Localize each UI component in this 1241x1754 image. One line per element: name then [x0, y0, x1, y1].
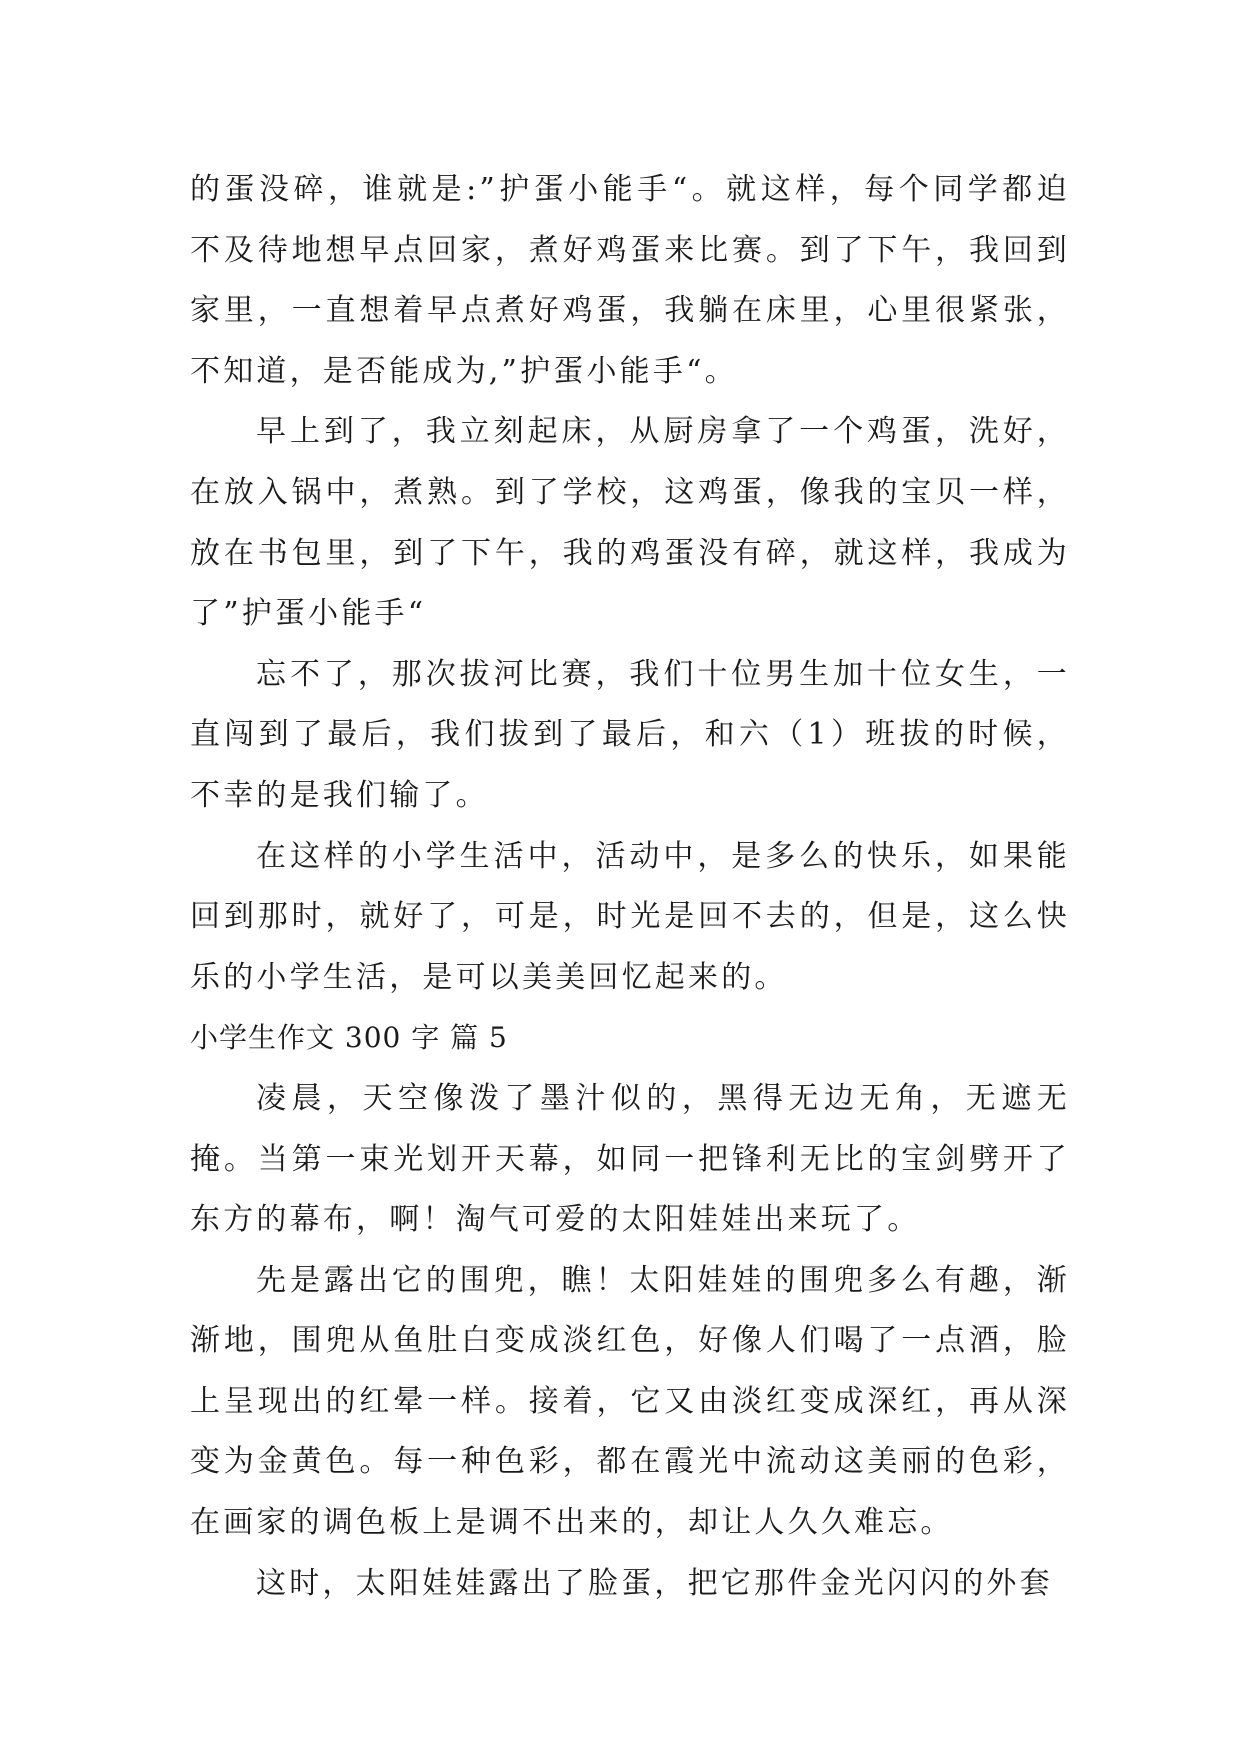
section-paragraph-3: 这时，太阳娃娃露出了脸蛋，把它那件金光闪闪的外套	[256, 1565, 1053, 1601]
paragraph-3: 忘不了，那次拔河比赛，我们十位男生加十位女生，一直闯到了最后，我们拔到了最后，和六（1）班拔的时候，不幸的是我们输了。	[190, 656, 1070, 813]
section-paragraph-2: 先是露出它的围兜，瞧！太阳娃娃的围兜多么有趣，渐渐地，围兜从鱼肚白变成淡红色，好像人们喝了一点酒，脸上呈现出的红晕一样。接着，它又由淡红变成深红，再从深变为金黄色。每一种色彩，都在霞光中流动这美丽的色彩，在画家的调色板上是调不出来的，却让人久久难忘。	[190, 1262, 1070, 1541]
paragraph-2: 早上到了，我立刻起床，从厨房拿了一个鸡蛋，洗好，在放入锅中，煮熟。到了学校，这鸡蛋，像我的宝贝一样，放在书包里，到了下午，我的鸡蛋没有碎，就这样，我成为了”护蛋小能手“	[190, 414, 1070, 632]
paragraph-1: 的蛋没碎，谁就是:”护蛋小能手“。就这样，每个同学都迫不及待地想早点回家，煮好鸡蛋来比赛。到了下午，我回到家里，一直想着早点煮好鸡蛋，我躺在床里，心里很紧张，不知道，是否能成为,”护蛋小能手“。	[190, 172, 1070, 389]
document-body	[190, 160, 1070, 1614]
section-paragraph-1: 凌晨，天空像泼了墨汁似的，黑得无边无角，无遮无掩。当第一束光划开天幕，如同一把锋利无比的宝剑劈开了东方的幕布，啊！淘气可爱的太阳娃娃出来玩了。	[190, 1080, 1070, 1238]
section-heading: 小学生作文 300 字 篇 5	[190, 1021, 508, 1055]
paragraph-4: 在这样的小学生活中，活动中，是多么的快乐，如果能回到那时，就好了，可是，时光是回不去的，但是，这么快乐的小学生活，是可以美美回忆起来的。	[190, 838, 1070, 995]
